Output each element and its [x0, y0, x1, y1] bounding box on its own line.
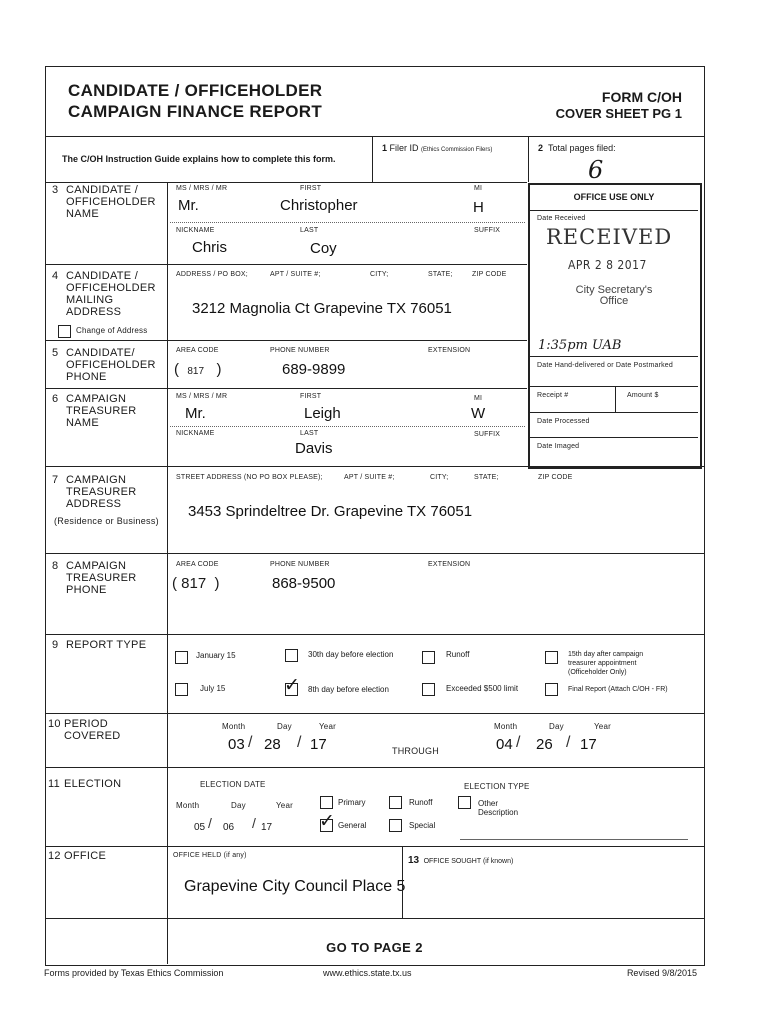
divider: [372, 136, 373, 182]
section-number: 7: [52, 474, 59, 486]
slash-divider: /: [566, 734, 571, 751]
report-15th-day-line: (Officeholder Only): [568, 669, 627, 676]
section-line: TREASURER: [66, 405, 137, 417]
area-code-value: 817: [187, 366, 205, 377]
apt-label: APT / SUITE #;: [344, 474, 395, 481]
divider: [45, 466, 704, 467]
handwritten-time: 1:35pm UAB: [538, 338, 622, 353]
section-line: OFFICEHOLDER: [66, 282, 156, 294]
period-from-day[interactable]: 28: [264, 736, 281, 753]
through-label: THROUGH: [392, 746, 439, 756]
section-6-label: [52, 393, 137, 429]
section-line: CANDIDATE /: [66, 270, 139, 282]
section-5-label: [52, 347, 156, 383]
day-label: Day: [277, 722, 292, 731]
section-10-label: [48, 718, 121, 742]
section-number: 8: [52, 560, 59, 572]
report-15th-day-line: treasurer appointment: [568, 660, 637, 667]
candidate-nickname[interactable]: Chris: [192, 239, 228, 256]
last-label: LAST: [300, 227, 319, 234]
report-runoff-label: Runoff: [446, 650, 470, 659]
section-line: NAME: [66, 208, 99, 220]
section-number: 12: [48, 850, 61, 862]
election-other-line: Description: [478, 808, 519, 817]
candidate-phone-number[interactable]: 689-9899: [282, 361, 346, 378]
report-15th-day-label: [568, 650, 643, 677]
election-special-checkbox[interactable]: [389, 819, 402, 832]
section-line: ADDRESS: [66, 498, 122, 510]
checkmark-icon: ✓: [319, 811, 335, 832]
city-label: CITY;: [430, 474, 449, 481]
section-line: CAMPAIGN: [66, 474, 127, 486]
pages-filed-field[interactable]: [538, 143, 616, 153]
date-received-label: Date Received: [537, 215, 586, 222]
election-runoff-checkbox[interactable]: [389, 796, 402, 809]
treasurer-first-name[interactable]: Leigh: [304, 405, 341, 422]
section-8-label: [52, 560, 137, 596]
report-30th-day-label: 30th day before election: [308, 650, 394, 659]
extension-label: EXTENSION: [428, 561, 471, 568]
section-line: CAMPAIGN: [66, 560, 127, 572]
phone-number-label: PHONE NUMBER: [270, 561, 330, 568]
section-9-label: [52, 639, 146, 651]
divider: [45, 918, 704, 919]
nickname-label: NICKNAME: [176, 430, 215, 437]
pages-filed-number: 2: [538, 143, 544, 153]
report-january-15-label: January 15: [196, 651, 236, 660]
election-primary-checkbox[interactable]: [320, 796, 333, 809]
report-july-15-label: July 15: [200, 684, 226, 693]
office-use-title: OFFICE USE ONLY: [573, 192, 655, 202]
mi-label: MI: [474, 185, 483, 192]
section-line: MAILING: [66, 294, 114, 306]
section-line: OFFICE: [64, 850, 107, 862]
section-line: CANDIDATE /: [66, 184, 139, 196]
filer-id-number: 1: [382, 143, 388, 153]
treasurer-address-value[interactable]: 3453 Sprindeltree Dr. Grapevine TX 76051: [188, 503, 473, 520]
divider: [45, 182, 527, 183]
office-held-label: OFFICE HELD (if any): [173, 852, 247, 859]
divider: [615, 386, 616, 412]
area-code-label: AREA CODE: [176, 347, 219, 354]
report-july-15-checkbox[interactable]: [175, 683, 188, 696]
section-number: 13: [408, 855, 420, 866]
extension-label: EXTENSION: [428, 347, 471, 354]
suffix-label: SUFFIX: [474, 227, 501, 234]
candidate-address-value[interactable]: 3212 Magnolia Ct Grapevine TX 76051: [192, 300, 452, 317]
election-other-checkbox[interactable]: [458, 796, 471, 809]
area-code-value: 817: [181, 575, 207, 592]
section-line: (Residence or Business): [54, 516, 159, 526]
first-label: FIRST: [300, 393, 322, 400]
divider: [530, 437, 698, 438]
report-15th-day-line: 15th day after campaign: [568, 651, 644, 658]
divider: [45, 713, 704, 714]
form-title-line2: CAMPAIGN FINANCE REPORT: [68, 102, 323, 121]
amount-label: Amount $: [627, 392, 659, 399]
checkmark-icon: ✓: [284, 674, 300, 696]
form-name: FORM C/OH: [601, 89, 682, 105]
section-line: CANDIDATE/: [66, 347, 135, 359]
footer-left: Forms provided by Texas Ethics Commission: [44, 968, 224, 978]
election-type-label: ELECTION TYPE: [464, 782, 530, 791]
header-divider: [45, 136, 704, 137]
election-runoff-label: Runoff: [409, 798, 433, 807]
phone-number-label: PHONE NUMBER: [270, 347, 330, 354]
period-from-year[interactable]: 17: [310, 736, 327, 753]
office-sought-label: OFFICE SOUGHT (if known): [423, 858, 514, 865]
office-held-value[interactable]: Grapevine City Council Place 5: [184, 878, 406, 895]
divider: [45, 767, 704, 768]
pages-filed-label: Total pages filed:: [548, 143, 616, 153]
report-final-checkbox[interactable]: [545, 683, 558, 696]
divider: [530, 356, 698, 357]
received-stamp: RECEIVED: [546, 225, 673, 249]
area-code-label: AREA CODE: [176, 561, 219, 568]
election-day[interactable]: 06: [223, 822, 235, 833]
divider: [45, 634, 704, 635]
month-label: Month: [222, 722, 246, 731]
report-30th-day-checkbox[interactable]: [285, 649, 298, 662]
report-exceeded-checkbox[interactable]: [422, 683, 435, 696]
year-label: Year: [276, 801, 293, 810]
received-stamp-office-2: Office: [599, 295, 629, 307]
instructions-text: The C/OH Instruction Guide explains how to complete this form.: [62, 154, 336, 164]
report-exceeded-label: Exceeded $500 limit: [446, 684, 519, 693]
treasurer-last-name[interactable]: Davis: [295, 440, 333, 457]
section-3-label: [52, 184, 156, 220]
election-year[interactable]: 17: [261, 822, 273, 833]
divider: [45, 388, 527, 389]
section-line: OFFICEHOLDER: [66, 196, 156, 208]
divider: [530, 386, 698, 387]
suffix-label: SUFFIX: [474, 431, 501, 438]
section-line: PHONE: [66, 584, 107, 596]
state-label: STATE;: [474, 474, 499, 481]
section-number: 9: [52, 639, 59, 651]
divider: [530, 210, 698, 211]
year-label: Year: [319, 722, 336, 731]
divider: [45, 264, 527, 265]
election-other-line: Other: [478, 799, 499, 808]
zip-label: ZIP CODE: [538, 474, 573, 481]
other-description-line[interactable]: [460, 839, 688, 840]
election-special-label: Special: [409, 821, 436, 830]
form-title-line1: CANDIDATE / OFFICEHOLDER: [68, 81, 323, 100]
section-line: ELECTION: [64, 778, 122, 790]
section-number: 5: [52, 347, 59, 359]
candidate-middle-initial[interactable]: H: [473, 199, 484, 216]
section-line: CAMPAIGN: [66, 393, 127, 405]
period-to-day[interactable]: 26: [536, 736, 553, 753]
section-line: OFFICEHOLDER: [66, 359, 156, 371]
prefix-label: MS / MRS / MR: [176, 393, 228, 400]
divider: [528, 136, 529, 182]
month-label: Month: [494, 722, 518, 731]
slash-divider: /: [248, 734, 253, 751]
treasurer-area-code[interactable]: ( 817 ): [172, 575, 220, 592]
report-15th-day-checkbox[interactable]: [545, 651, 558, 664]
divider: [170, 222, 525, 223]
section-11-label: [48, 778, 121, 790]
footer-right: Revised 9/8/2015: [626, 968, 697, 978]
change-of-address-label: Change of Address: [76, 326, 148, 335]
report-8th-day-label: 8th day before election: [308, 685, 389, 694]
slash-divider: /: [297, 734, 302, 751]
divider: [45, 846, 704, 847]
footer-center: www.ethics.state.tx.us: [323, 968, 412, 978]
election-month[interactable]: 05: [194, 822, 206, 833]
section-line: PERIOD: [64, 718, 108, 730]
filer-id-note: (Ethics Commission Filers): [421, 147, 493, 153]
candidate-first-name[interactable]: Christopher: [280, 197, 358, 214]
slash-divider: /: [252, 815, 256, 831]
treasurer-prefix[interactable]: Mr.: [185, 405, 206, 422]
candidate-area-code[interactable]: ( 817 ): [174, 361, 222, 378]
last-label: LAST: [300, 430, 319, 437]
go-to-page-2: GO TO PAGE 2: [326, 940, 423, 955]
section-number: 3: [52, 184, 59, 196]
report-january-15-checkbox[interactable]: [175, 651, 188, 664]
election-other-label: [478, 799, 518, 817]
section-12-label: [48, 850, 106, 862]
received-stamp-date: APR 2 8 2017: [568, 258, 647, 272]
section-number: 4: [52, 270, 59, 282]
date-hand-delivered-label: Date Hand-delivered or Date Postmarked: [537, 362, 673, 369]
candidate-prefix[interactable]: Mr.: [178, 197, 199, 214]
divider: [402, 846, 403, 918]
city-label: CITY;: [370, 271, 389, 278]
slash-divider: /: [208, 815, 212, 831]
election-date-label: ELECTION DATE: [200, 780, 266, 789]
filer-id-label: Filer ID: [389, 143, 419, 153]
day-label: Day: [549, 722, 564, 731]
section-line: REPORT TYPE: [66, 639, 147, 651]
divider: [170, 426, 525, 427]
treasurer-phone-number[interactable]: 868-9500: [272, 575, 336, 592]
address-label: ADDRESS / PO BOX;: [176, 271, 248, 278]
section-line: PHONE: [66, 371, 107, 383]
day-label: Day: [231, 801, 246, 810]
slash-divider: /: [516, 734, 521, 751]
section-7-label: [52, 474, 159, 527]
divider: [45, 340, 527, 341]
section-4-label: [52, 270, 156, 318]
received-stamp-office-1: City Secretary's: [575, 284, 653, 296]
receipt-label: Receipt #: [537, 392, 569, 399]
election-general-label: General: [338, 821, 367, 830]
section-number: 11: [48, 778, 61, 790]
report-final-label: Final Report (Attach C/OH - FR): [568, 686, 668, 693]
period-from-month[interactable]: 03: [228, 736, 245, 753]
report-runoff-checkbox[interactable]: [422, 651, 435, 664]
prefix-label: MS / MRS / MR: [176, 185, 228, 192]
zip-label: ZIP CODE: [472, 271, 507, 278]
section-line: TREASURER: [66, 486, 137, 498]
date-processed-label: Date Processed: [537, 418, 590, 425]
section-number: 10: [48, 718, 61, 730]
state-label: STATE;: [428, 271, 453, 278]
pages-filed-value: 6: [588, 156, 604, 184]
divider: [45, 553, 704, 554]
section-line: TREASURER: [66, 572, 137, 584]
section-number: 6: [52, 393, 59, 405]
apt-label: APT / SUITE #;: [270, 271, 321, 278]
divider: [530, 412, 698, 413]
date-imaged-label: Date Imaged: [537, 443, 580, 450]
month-label: Month: [176, 801, 200, 810]
section-line: NAME: [66, 417, 99, 429]
office-sought-field[interactable]: [408, 850, 513, 868]
treasurer-middle-initial[interactable]: W: [471, 405, 486, 422]
candidate-last-name[interactable]: Coy: [310, 240, 337, 257]
street-address-label: STREET ADDRESS (NO PO BOX PLEASE);: [176, 474, 323, 481]
period-to-year[interactable]: 17: [580, 736, 597, 753]
mi-label: MI: [474, 395, 483, 402]
first-label: FIRST: [300, 185, 322, 192]
filer-id-field[interactable]: [382, 143, 492, 153]
period-to-month[interactable]: 04: [496, 736, 513, 753]
election-primary-label: Primary: [338, 798, 366, 807]
section-line: ADDRESS: [66, 306, 122, 318]
year-label: Year: [594, 722, 611, 731]
change-of-address-checkbox[interactable]: [58, 325, 71, 338]
nickname-label: NICKNAME: [176, 227, 215, 234]
section-line: COVERED: [64, 730, 121, 742]
sheet-name: COVER SHEET PG 1: [555, 106, 682, 121]
